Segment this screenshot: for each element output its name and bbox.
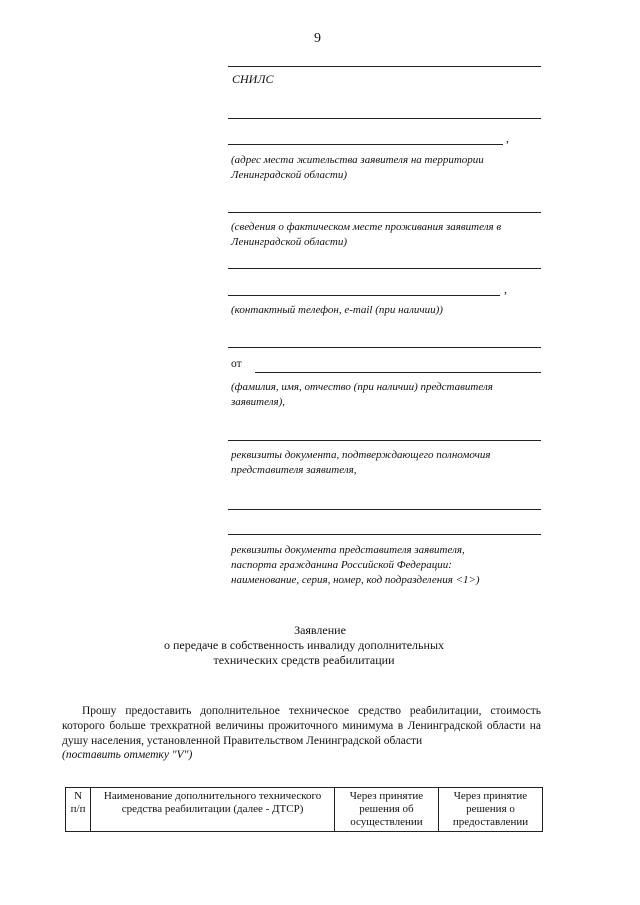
field-line [228, 534, 541, 535]
snils-line [228, 66, 541, 67]
request-note: (поставить отметку "V") [62, 749, 193, 761]
request-paragraph: Прошу предоставить дополнительное техническое средство реабилитации, стоимость которого больше трехкратной величины прожиточного минимума в Ленинградской области на душу населения, установленной Правительством Ленинградской области [62, 705, 541, 747]
col-number-header: N п/п [66, 788, 91, 832]
field-line [228, 212, 541, 213]
field-line [228, 268, 541, 269]
passport-caption-line: наименование, серия, номер, код подразделения <1>) [231, 574, 480, 586]
field-line [228, 295, 500, 296]
col-decision-provision-header: Через принятие решения о предоставлении [438, 788, 542, 832]
passport-caption [231, 543, 551, 588]
passport-caption-line: паспорта гражданина Российской Федерации: [231, 559, 452, 571]
actual-residence-caption: (сведения о фактическом месте проживания заявителя в Ленинградской области) [231, 221, 502, 248]
statement-subtitle: о передаче в собственность инвалиду дополнительных [163, 638, 445, 652]
field-line [228, 509, 541, 510]
passport-caption-line: реквизиты документа представителя заявителя, [231, 544, 465, 556]
page-number: 9 [314, 31, 321, 46]
field-line [255, 372, 541, 373]
field-line [228, 440, 541, 441]
field-line [228, 118, 541, 119]
field-line [228, 144, 503, 145]
statement-title: Заявление [294, 623, 346, 637]
dtsr-table [65, 787, 543, 832]
address-caption: (адрес места жительства заявителя на территории Ленинградской области) [231, 154, 484, 181]
contact-caption: (контактный телефон, e-mail (при наличии)) [231, 304, 443, 316]
field-line [228, 347, 541, 348]
representative-name-caption: (фамилия, имя, отчество (при наличии) представителя заявителя), [231, 381, 493, 408]
statement-subtitle: технических средств реабилитации [213, 653, 395, 667]
col-name-header: Наименование дополнительного технического средства реабилитации (далее - ДТСР) [91, 788, 335, 832]
from-label: от [231, 358, 242, 370]
col-decision-implementation-header: Через принятие решения об осуществлении [334, 788, 438, 832]
comma-mark: , [504, 282, 507, 296]
comma-mark: , [506, 131, 509, 145]
authority-doc-caption: реквизиты документа, подтверждающего полномочия представителя заявителя, [231, 449, 491, 476]
table-header-row [66, 788, 543, 832]
snils-label: СНИЛС [232, 72, 274, 86]
